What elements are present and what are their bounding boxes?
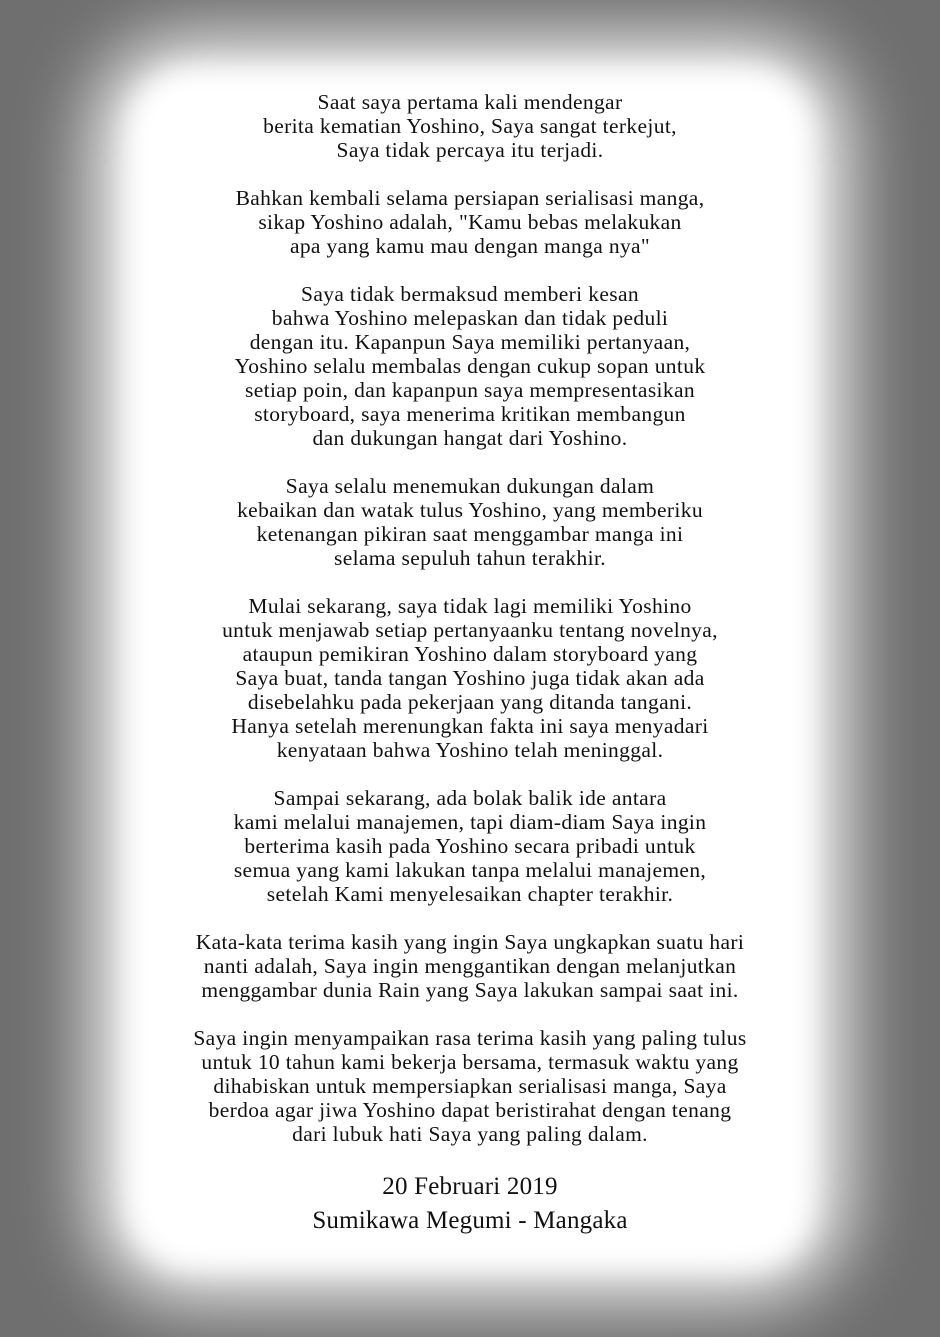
paragraph bbox=[0, 474, 940, 570]
text-line: dihabiskan untuk mempersiapkan serialisasi manga, Saya bbox=[213, 1074, 727, 1098]
text-line: berterima kasih pada Yoshino secara pribadi untuk bbox=[244, 834, 696, 858]
text-line: apa yang kamu mau dengan manga nya" bbox=[289, 234, 651, 258]
text-line: Saya tidak bermaksud memberi kesan bbox=[301, 282, 639, 306]
text-line: setiap poin, dan kapanpun saya mempresentasikan bbox=[245, 378, 695, 402]
text-line: Saya ingin menyampaikan rasa terima kasih yang paling tulus bbox=[193, 1026, 747, 1050]
paragraph bbox=[0, 1026, 940, 1146]
text-line: dengan itu. Kapanpun Saya memiliki pertanyaan, bbox=[249, 330, 691, 354]
text-line: ataupun pemikiran Yoshino dalam storyboard yang bbox=[242, 642, 698, 666]
letter-signature: Sumikawa Megumi - Mangaka bbox=[312, 1207, 628, 1234]
letter-body bbox=[0, 90, 940, 1238]
paragraph bbox=[0, 282, 940, 450]
text-line: bahwa Yoshino melepaskan dan tidak peduli bbox=[271, 306, 669, 330]
text-line: Bahkan kembali selama persiapan serialisasi manga, bbox=[235, 186, 705, 210]
text-line: berita kematian Yoshino, Saya sangat terkejut, bbox=[263, 114, 677, 138]
text-line: selama sepuluh tahun terakhir. bbox=[333, 546, 606, 570]
text-line: setelah Kami menyelesaikan chapter terakhir. bbox=[266, 882, 674, 906]
text-line: menggambar dunia Rain yang Saya lakukan sampai saat ini. bbox=[201, 978, 739, 1002]
letter-date: 20 Februari 2019 bbox=[382, 1173, 558, 1200]
text-line: kami melalui manajemen, tapi diam-diam Saya ingin bbox=[233, 810, 707, 834]
paragraph bbox=[0, 786, 940, 906]
text-line: untuk menjawab setiap pertanyaanku tentang novelnya, bbox=[222, 618, 718, 642]
paragraph bbox=[0, 594, 940, 762]
text-line: Yoshino selalu membalas dengan cukup sopan untuk bbox=[234, 354, 706, 378]
letter-paragraphs bbox=[0, 90, 940, 1146]
text-line: nanti adalah, Saya ingin menggantikan dengan melanjutkan bbox=[203, 954, 737, 978]
text-line: Saya selalu menemukan dukungan dalam bbox=[285, 474, 655, 498]
text-line: ketenangan pikiran saat menggambar manga ini bbox=[256, 522, 684, 546]
text-line: storyboard, saya menerima kritikan membangun bbox=[254, 402, 686, 426]
text-line: Mulai sekarang, saya tidak lagi memiliki Yoshino bbox=[248, 594, 692, 618]
text-line: dari lubuk hati Saya yang paling dalam. bbox=[292, 1122, 648, 1146]
text-line: berdoa agar jiwa Yoshino dapat beristirahat dengan tenang bbox=[208, 1098, 732, 1122]
paragraph bbox=[0, 930, 940, 1002]
text-line: Saya buat, tanda tangan Yoshino juga tidak akan ada bbox=[235, 666, 705, 690]
signature-block bbox=[0, 1170, 940, 1238]
text-line: Sampai sekarang, ada bolak balik ide antara bbox=[273, 786, 667, 810]
text-line: disebelahku pada pekerjaan yang ditanda tangani. bbox=[247, 690, 693, 714]
text-line: Kata-kata terima kasih yang ingin Saya ungkapkan suatu hari bbox=[195, 930, 745, 954]
paragraph bbox=[0, 186, 940, 258]
text-line: kenyataan bahwa Yoshino telah meninggal. bbox=[276, 738, 664, 762]
text-line: Hanya setelah merenungkan fakta ini saya menyadari bbox=[231, 714, 709, 738]
text-line: Saya tidak percaya itu terjadi. bbox=[336, 138, 604, 162]
text-line: untuk 10 tahun kami bekerja bersama, termasuk waktu yang bbox=[201, 1050, 739, 1074]
text-line: sikap Yoshino adalah, "Kamu bebas melakukan bbox=[258, 210, 682, 234]
text-line: Saat saya pertama kali mendengar bbox=[317, 90, 623, 114]
text-line: dan dukungan hangat dari Yoshino. bbox=[312, 426, 628, 450]
paragraph bbox=[0, 90, 940, 162]
text-line: semua yang kami lakukan tanpa melalui manajemen, bbox=[233, 858, 707, 882]
text-line: kebaikan dan watak tulus Yoshino, yang memberiku bbox=[237, 498, 703, 522]
